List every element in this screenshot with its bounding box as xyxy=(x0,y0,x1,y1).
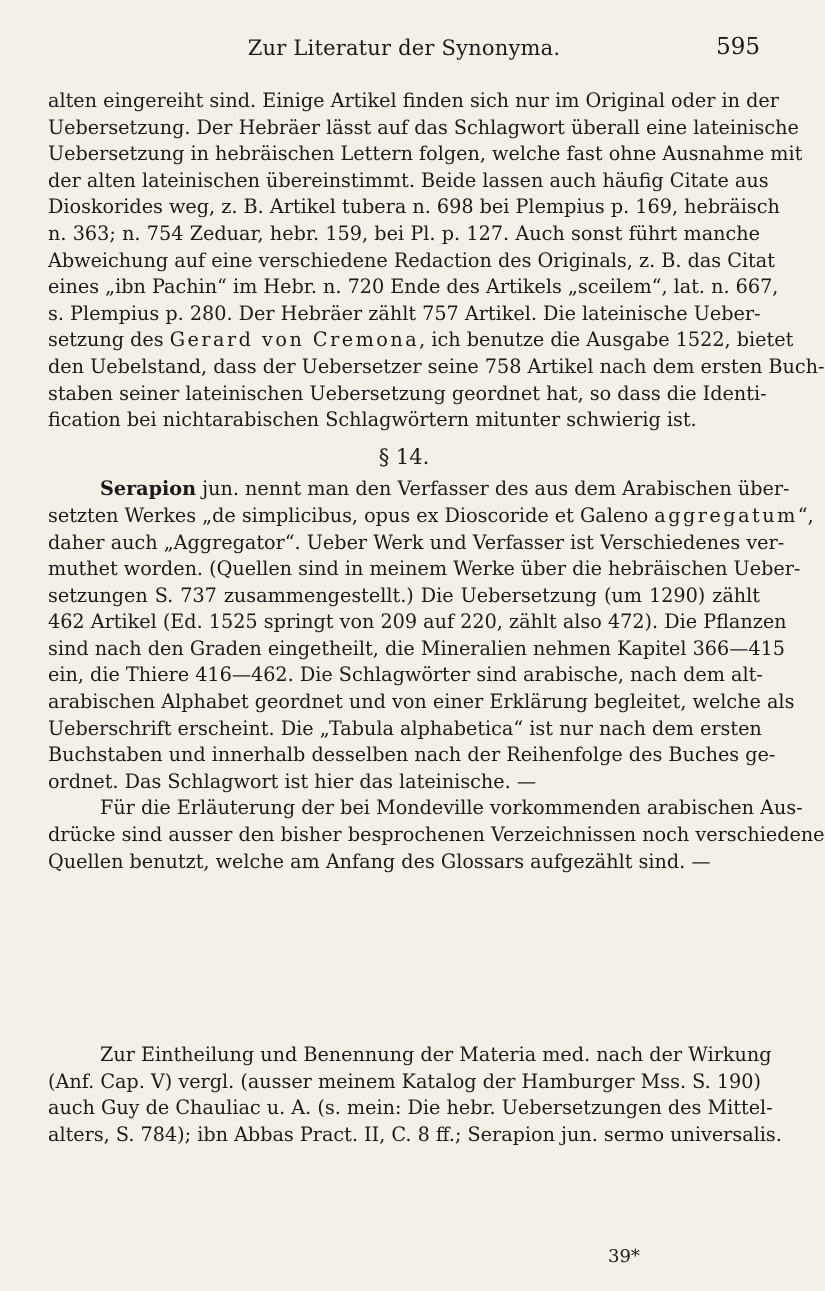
text-line: auch Guy de Chauliac u. A. (s. mein: Die hebr. Uebersetzungen des Mittel- xyxy=(48,1096,773,1120)
text-line xyxy=(48,327,794,354)
text-line: den Uebelstand, dass der Uebersetzer seine 758 Artikel nach dem ersten Buch- xyxy=(48,354,825,378)
text-line: staben seiner lateinischen Uebersetzung geordnet hat, so dass die Identi- xyxy=(48,381,767,405)
text-line xyxy=(48,476,790,503)
text-line: fication bei nichtarabischen Schlagwörtern mitunter schwierig ist. xyxy=(48,408,697,432)
text-line: alters, S. 784); ibn Abbas Pract. II, C. 8 ff.; Serapion jun. sermo universalis. xyxy=(48,1122,782,1146)
text-line: 462 Artikel (Ed. 1525 springt von 209 auf 220, zählt also 472). Die Pflanzen xyxy=(48,610,787,634)
text-line: Zur Eintheilung und Benennung der Materia med. nach der Wirkung xyxy=(100,1043,772,1066)
text-line: ordnet. Das Schlagwort ist hier das lateinische. — xyxy=(48,769,537,793)
text-line: Für die Erläuterung der bei Mondeville vorkommenden arabischen Aus- xyxy=(100,796,803,820)
text-line: setzungen S. 737 zusammengestellt.) Die Uebersetzung (um 1290) zählt xyxy=(48,583,760,607)
text-fragment: “, xyxy=(797,503,814,527)
author-name-spaced: Gerard von Cremona xyxy=(169,328,420,352)
text-line xyxy=(48,503,814,530)
paragraph-serapion xyxy=(48,476,814,795)
text-fragment: setzung des xyxy=(48,328,170,352)
section-heading: § 14. xyxy=(378,444,430,469)
text-line: Ueberschrift erscheint. Die „Tabula alphabetica“ ist nur nach dem ersten xyxy=(48,716,762,740)
text-line: sind nach den Graden eingetheilt, die Mineralien nehmen Kapitel 366—415 xyxy=(48,636,786,660)
text-line: ein, die Thiere 416—462. Die Schlagwörter sind arabische, nach dem alt- xyxy=(48,663,763,687)
paragraph-continuation xyxy=(48,88,825,434)
text-line: alten eingereiht sind. Einige Artikel finden sich nur im Original oder in der xyxy=(48,89,779,112)
text-line: arabischen Alphabet geordnet und von einer Erklärung begleitet, welche als xyxy=(48,690,795,714)
text-line: s. Plempius p. 280. Der Hebräer zählt 757 Artikel. Die lateinische Ueber- xyxy=(48,301,761,325)
author-name-bold: Serapion xyxy=(100,477,197,501)
text-line: Dioskorides weg, z. B. Artikel tubera n. 698 bei Plempius p. 169, hebräisch xyxy=(48,195,780,219)
text-line: n. 363; n. 754 Zeduar, hebr. 159, bei Pl. p. 127. Auch sonst führt manche xyxy=(48,221,760,245)
text-line: eines „ibn Pachin“ im Hebr. n. 720 Ende des Artikels „sceilem“, lat. n. 667, xyxy=(48,275,779,299)
title-spaced: aggregatum xyxy=(654,503,798,527)
text-line: Abweichung auf eine verschiedene Redaction des Originals, z. B. das Citat xyxy=(48,248,775,272)
page-number: 595 xyxy=(716,34,760,60)
text-line: muthet worden. (Quellen sind in meinem Werke über die hebräischen Ueber- xyxy=(48,557,801,581)
paragraph-mondeville xyxy=(48,795,825,875)
footnote-block xyxy=(48,1042,782,1148)
text-line: drücke sind ausser den bisher besprochenen Verzeichnissen noch verschiedene xyxy=(48,823,825,847)
text-fragment: , ich benutze die Ausgabe 1522, bietet xyxy=(419,328,794,352)
text-line: Uebersetzung in hebräischen Lettern folgen, welche fast ohne Ausnahme mit xyxy=(48,142,803,166)
printer-signature-mark: 39* xyxy=(608,1246,640,1267)
text-line: Buchstaben und innerhalb desselben nach der Reihenfolge des Buches ge- xyxy=(48,743,776,767)
running-head-title: Zur Literatur der Synonyma. xyxy=(247,36,561,60)
text-line: der alten lateinischen übereinstimmt. Beide lassen auch häufig Citate aus xyxy=(48,168,769,192)
text-fragment: setzten Werkes „de simplicibus, opus ex Dioscoride et Galeno xyxy=(48,503,655,527)
text-fragment: jun. nennt man den Verfasser des aus dem Arabischen über- xyxy=(196,477,790,501)
body-text xyxy=(48,88,825,875)
text-line: Uebersetzung. Der Hebräer lässt auf das Schlagwort überall eine lateinische xyxy=(48,115,799,139)
text-line: (Anf. Cap. V) vergl. (ausser meinem Katalog der Hamburger Mss. S. 190) xyxy=(48,1069,761,1093)
text-line: daher auch „Aggregator“. Ueber Werk und Verfasser ist Verschiedenes ver- xyxy=(48,530,785,554)
text-line: Quellen benutzt, welche am Anfang des Glossars aufgezählt sind. — xyxy=(48,849,711,873)
running-head xyxy=(48,36,760,66)
